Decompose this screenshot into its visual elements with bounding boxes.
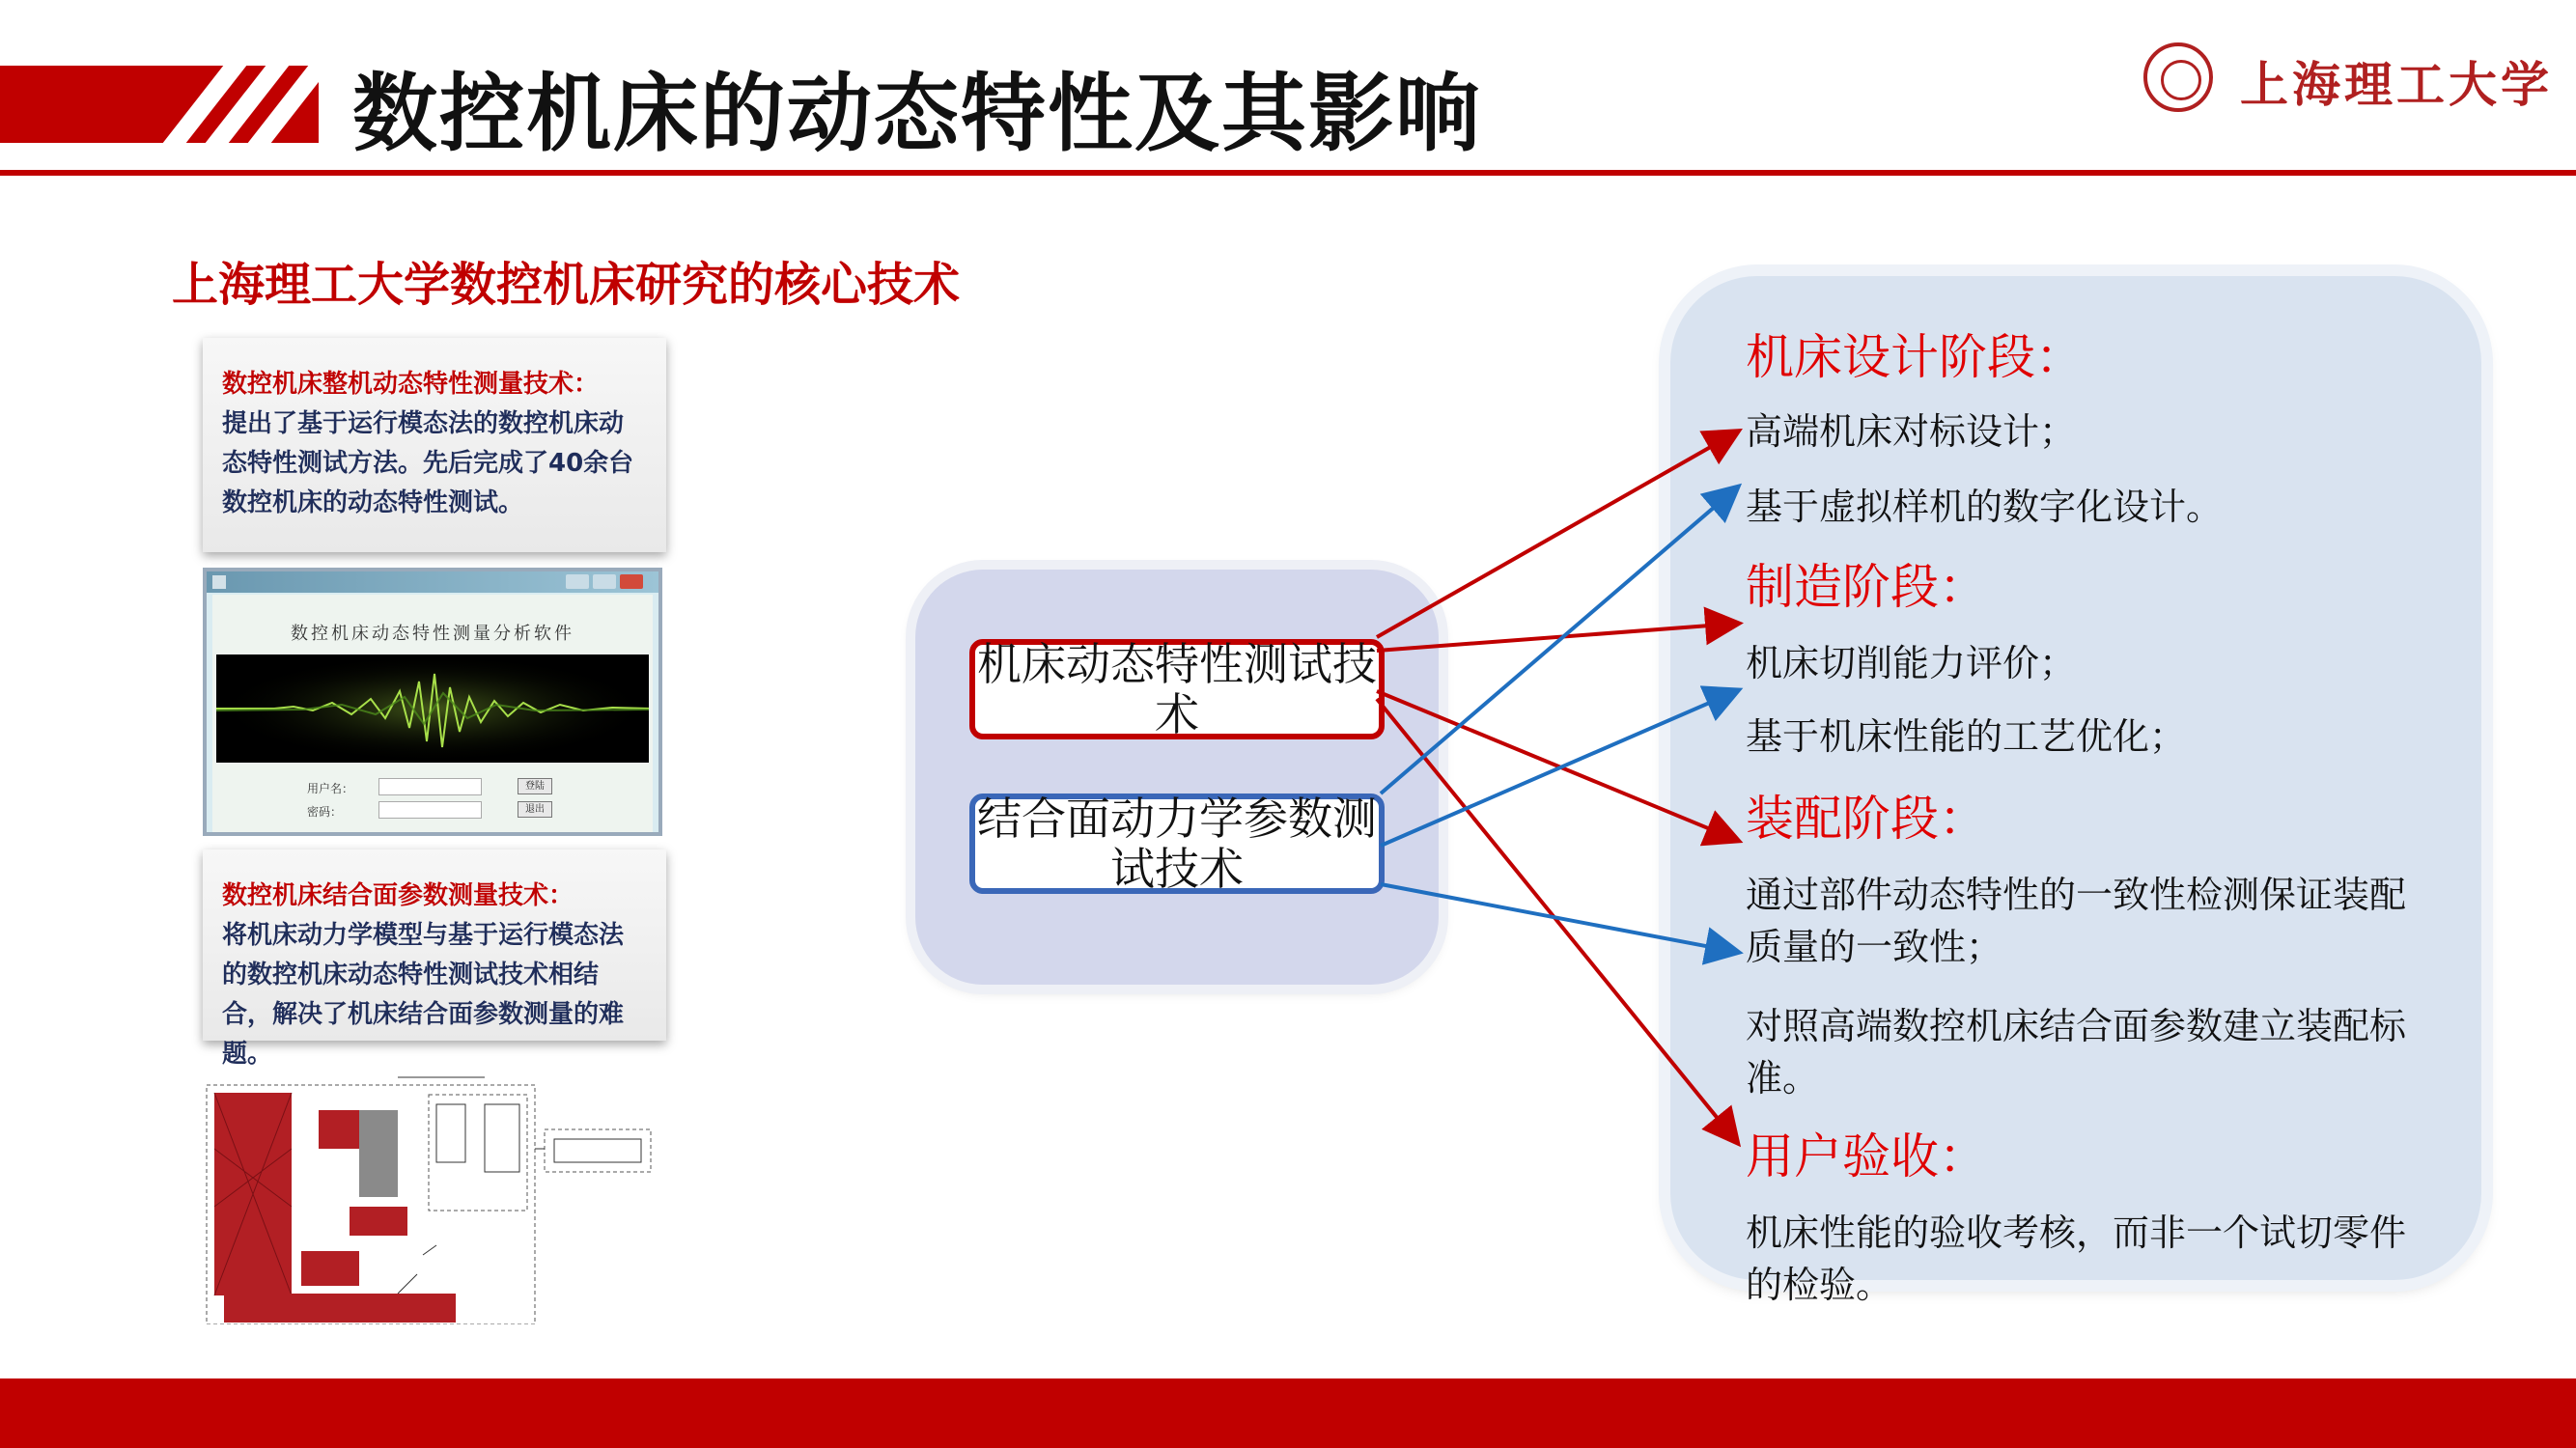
card-title: 数控机床结合面参数测量技术： xyxy=(222,881,574,910)
stage-item: 高端机床对标设计； xyxy=(1746,410,2077,453)
stage-title-assembly: 装配阶段： xyxy=(1746,791,1987,847)
software-titlebar xyxy=(207,571,658,593)
maximize-icon xyxy=(593,574,616,589)
machine-structure-diagram xyxy=(205,1072,664,1324)
username-label: 用户名： xyxy=(307,782,354,795)
logo-text: 上海理工大学 xyxy=(2240,56,2553,113)
stage-title-acceptance: 用户验收： xyxy=(1746,1128,1987,1184)
section-title: 上海理工大学数控机床研究的核心技术 xyxy=(172,258,961,312)
card-title: 数控机床整机动态特性测量技术： xyxy=(222,370,600,399)
waveform-icon xyxy=(216,654,649,763)
footer-bar xyxy=(0,1378,2576,1448)
waveform-display xyxy=(216,654,649,763)
stage-title-manufacturing: 制造阶段： xyxy=(1746,559,1987,615)
password-label: 密码： xyxy=(307,805,343,819)
app-icon xyxy=(212,575,226,589)
stage-item: 基于机床性能的工艺优化； xyxy=(1746,715,2187,758)
card-overall-dynamics xyxy=(203,338,666,552)
card-body: 提出了基于运行模态法的数控机床动态特性测试方法。先后完成了40余台数控机床的动态特性测试。 xyxy=(222,409,634,517)
hub-box-joint-parameter-testing: 结合面动力学参数测试技术 xyxy=(969,794,1385,894)
header-accent-bar xyxy=(0,66,319,143)
card-joint-parameters xyxy=(203,849,666,1069)
login-button[interactable]: 登陆 xyxy=(518,778,552,794)
software-heading: 数控机床动态特性测量分析软件 xyxy=(291,624,574,644)
stage-title-design: 机床设计阶段： xyxy=(1746,329,2084,385)
card-body: 将机床动力学模型与基于运行模态法的数控机床动态特性测试技术相结合，解决了机床结合面参数测量的难题。 xyxy=(222,921,625,1069)
username-input[interactable] xyxy=(378,778,482,795)
stage-item: 通过部件动态特性的一致性检测保证装配质量的一致性； xyxy=(1746,874,2407,968)
stage-item: 机床切削能力评价； xyxy=(1746,642,2077,684)
structure-diagram-icon xyxy=(205,1072,664,1324)
stage-item: 基于虚拟样机的数字化设计。 xyxy=(1746,486,2224,528)
software-screenshot xyxy=(203,568,662,836)
stage-item: 机床性能的验收考核，而非一个试切零件的检验。 xyxy=(1746,1211,2407,1306)
software-window-body xyxy=(212,595,653,832)
password-input[interactable] xyxy=(378,801,482,819)
hub-box-dynamic-testing: 机床动态特性测试技术 xyxy=(969,639,1385,739)
stage-item: 对照高端数控机床结合面参数建立装配标准。 xyxy=(1746,1005,2407,1100)
close-icon xyxy=(620,574,643,589)
core-technology-hub xyxy=(915,570,1439,985)
university-logo xyxy=(2143,39,2553,120)
exit-button[interactable]: 退出 xyxy=(518,801,552,818)
minimize-icon xyxy=(566,574,589,589)
page-title: 数控机床的动态特性及其影响 xyxy=(352,64,1483,163)
header-divider xyxy=(0,170,2576,176)
university-seal-icon xyxy=(2143,42,2213,112)
